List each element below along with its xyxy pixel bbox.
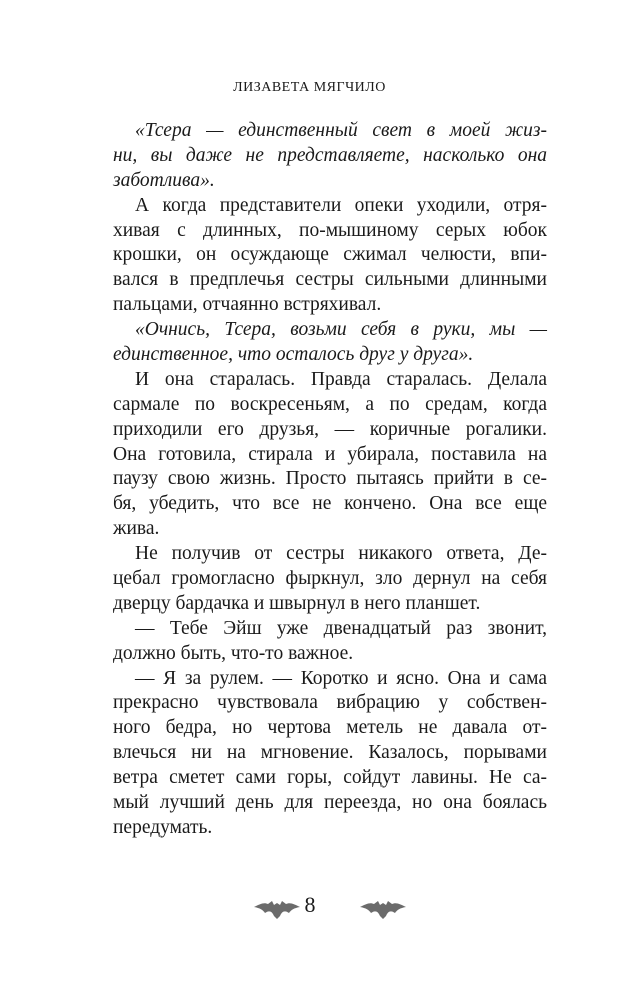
text-line: передумать. (113, 816, 213, 838)
text-line: ветра сметет сами горы, сойдут лавины. Не са- (113, 767, 547, 789)
text-line: пальцами, отчаянно встряхивал. (113, 294, 382, 316)
text-line: «Очнись, Тсера, возьми себя в руки, мы — (135, 319, 547, 341)
text-line: — Я за рулем. — Коротко и ясно. Она и сама (135, 667, 547, 689)
page-number: 8 (304, 892, 316, 917)
text-line: бя, убедить, что все не кончено. Она все еще (113, 493, 547, 515)
text-line: Она готовила, стирала и убирала, поставила на (113, 443, 547, 465)
text-line: ного бедра, но чертова метель не давала от- (113, 717, 547, 739)
text-line: ни, вы даже не представляете, насколько она (113, 144, 547, 166)
running-header: ЛИЗАВЕТА МЯГЧИЛО (233, 80, 386, 95)
text-line: единственное, что осталось друг у друга». (113, 344, 474, 366)
text-line: А когда представители опеки уходили, отря- (135, 194, 547, 216)
text-line: цебал громогласно фыркнул, зло дернул на себя (113, 568, 547, 590)
text-line: должно быть, что-то важное. (113, 642, 354, 664)
text-line: влечься ни на мгновение. Казалось, порывами (113, 742, 547, 764)
text-line: И она старалась. Правда старалась. Делала (135, 368, 547, 390)
text-line: дверцу бардачка и швырнул в него планшет. (113, 592, 481, 614)
text-line: крошки, он осуждающе сжимал челюсти, впи- (113, 244, 547, 266)
text-line: сармале по воскресеньям, а по средам, когда (113, 393, 547, 415)
text-line: приходили его друзья, — коричные рогалики. (113, 418, 547, 440)
text-line: прекрасно чувствовала вибрацию у собствен- (113, 692, 547, 714)
page-footer (0, 892, 619, 922)
text-line: вался в предплечья сестры сильными длинными (113, 269, 547, 291)
text-line: «Тсера — единственный свет в моей жиз- (135, 120, 547, 141)
text-line: хивая с длинных, по-мышиному серых юбок (113, 219, 547, 241)
text-line: мый лучший день для переезда, но она боялась (113, 792, 547, 814)
text-line: Не получив от сестры никакого ответа, Де- (135, 543, 547, 565)
text-line: — Тебе Эйш уже двенадцатый раз звонит, (135, 617, 547, 639)
page-body-text (113, 119, 547, 841)
bat-icon (360, 898, 406, 920)
text-line: паузу свою жизнь. Просто пытаясь прийти в се- (113, 468, 547, 490)
text-line: жива. (113, 518, 160, 540)
text-line: заботлива». (113, 169, 215, 191)
